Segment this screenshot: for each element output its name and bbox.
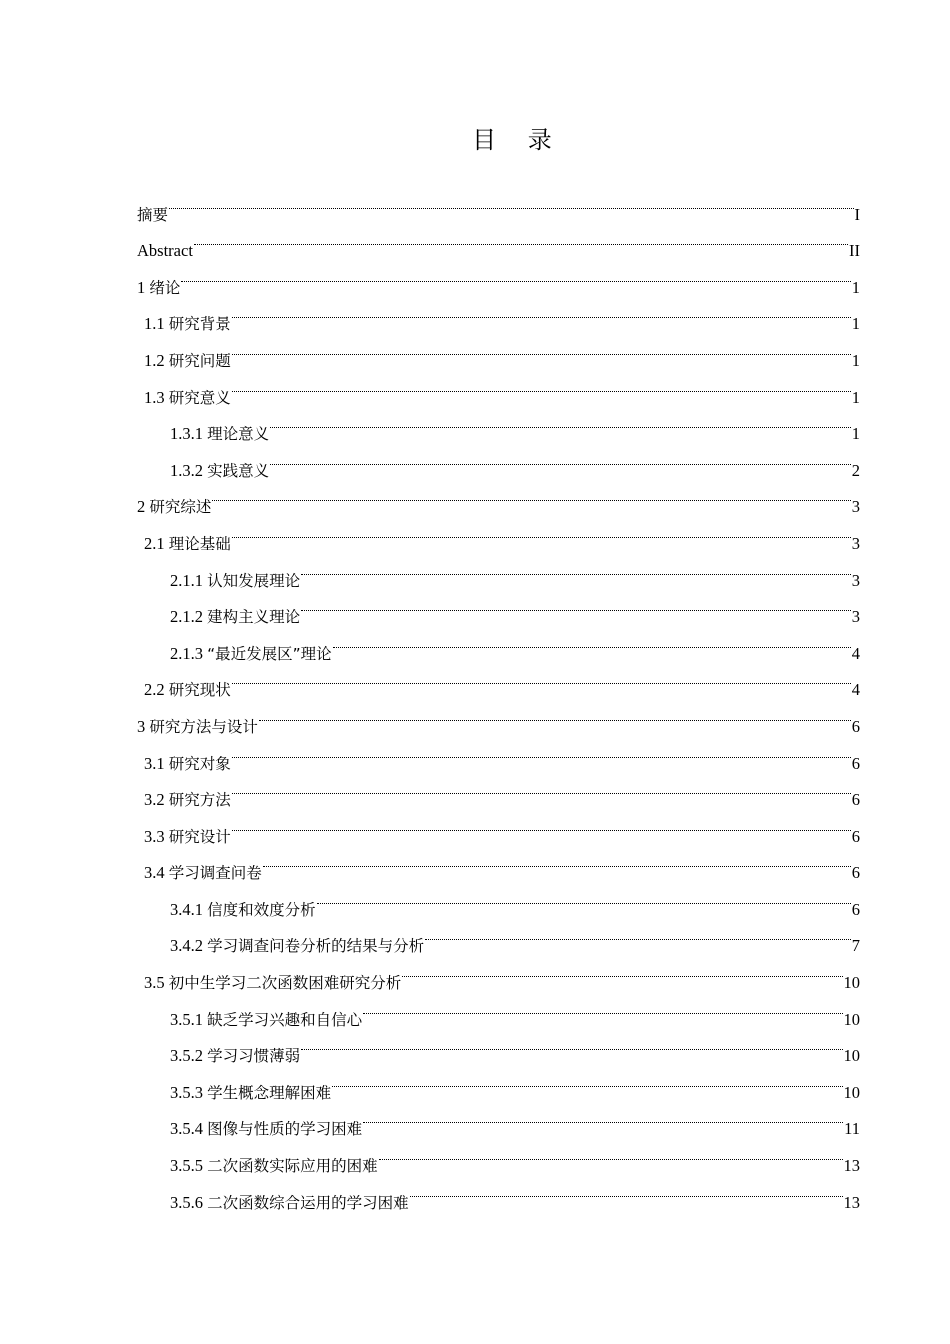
- dot-leader: [317, 878, 851, 915]
- toc-entry-label: [144, 343, 231, 380]
- dot-leader: [402, 951, 842, 988]
- toc-entry-page-number: 10: [843, 1082, 860, 1102]
- dot-leader: [363, 1098, 843, 1135]
- toc-entry-text: 研究意义: [168, 388, 231, 407]
- toc-entry[interactable]: [137, 805, 860, 846]
- toc-entry-text: 实践意义: [207, 461, 270, 480]
- toc-entry-page-number: 6: [851, 899, 860, 919]
- toc-entry-number: 2.1.3: [170, 643, 203, 663]
- toc-entry[interactable]: [137, 659, 860, 700]
- dot-leader: [301, 586, 851, 623]
- toc-entry-text: 理论意义: [207, 425, 270, 444]
- toc-entry-text: 学生概念理解困难: [207, 1083, 332, 1102]
- toc-entry-text: 研究现状: [168, 681, 231, 700]
- toc-entry-label: [144, 380, 231, 417]
- toc-entry-number: 1.1: [144, 314, 165, 334]
- toc-entry-number: 3.3: [144, 826, 165, 846]
- toc-entry-text: 建构主义理论: [207, 608, 301, 627]
- toc-entry-number: 3.5.6: [170, 1192, 203, 1212]
- toc-entry-page-number: 1: [851, 424, 860, 444]
- toc-entry-page-number: 1: [851, 387, 860, 407]
- toc-entry-text: 二次函数综合运用的学习困难: [207, 1193, 409, 1212]
- page-title: 目 录: [472, 126, 564, 154]
- toc-entry-page-number: 4: [851, 643, 860, 663]
- toc-entry-number: 1: [137, 277, 146, 297]
- toc-entry-text: 初中生学习二次函数困难研究分析: [168, 974, 402, 993]
- toc-entry-number: 3.4.1: [170, 899, 203, 919]
- dot-leader: [194, 220, 848, 257]
- toc-entry-page-number: 13: [843, 1156, 860, 1176]
- toc-entry-page-number: 6: [851, 863, 860, 883]
- toc-entry[interactable]: [137, 695, 860, 736]
- toc-entry-text: 绪论: [149, 278, 181, 297]
- toc-entry-label: [170, 599, 300, 636]
- table-of-contents: [137, 183, 860, 1212]
- dot-leader: [232, 366, 851, 403]
- toc-entry[interactable]: [137, 732, 860, 773]
- toc-entry-page-number: II: [849, 241, 860, 261]
- dot-leader: [379, 1134, 843, 1171]
- dot-leader: [270, 403, 851, 440]
- dot-leader: [301, 549, 851, 586]
- toc-entry-text: 理论基础: [168, 534, 231, 553]
- dot-leader: [425, 915, 851, 952]
- dot-leader: [333, 622, 851, 659]
- toc-entry[interactable]: [137, 549, 860, 590]
- dot-leader: [232, 659, 851, 696]
- toc-entry-number: 1.3.2: [170, 460, 203, 480]
- toc-entry-page-number: 13: [843, 1192, 860, 1212]
- dot-leader: [410, 1171, 843, 1208]
- toc-entry-label: [170, 1111, 362, 1148]
- toc-entry-number: 3: [137, 716, 146, 736]
- toc-entry-page-number: 3: [851, 570, 860, 590]
- toc-entry-number: 2: [137, 497, 146, 517]
- toc-entry-text: 研究方法与设计: [149, 717, 258, 736]
- toc-entry-number: 3.4.2: [170, 936, 203, 956]
- toc-entry-number: 2.1.1: [170, 570, 203, 590]
- toc-entry-page-number: 1: [851, 314, 860, 334]
- dot-leader: [169, 183, 853, 220]
- toc-entry-page-number: 10: [843, 1046, 860, 1066]
- toc-entry-label: [144, 855, 262, 892]
- toc-entry[interactable]: [137, 183, 860, 224]
- toc-entry-number: 3.1: [144, 753, 165, 773]
- toc-entry[interactable]: [137, 769, 860, 810]
- toc-entry-text: 研究方法: [168, 791, 231, 810]
- toc-entry-text: 研究设计: [168, 827, 231, 846]
- dot-leader: [181, 256, 850, 293]
- toc-entry-label: [137, 197, 168, 234]
- toc-entry-label: [137, 270, 180, 307]
- toc-entry-label: [144, 819, 231, 856]
- toc-entry-label: [170, 1185, 409, 1222]
- toc-entry-page-number: 1: [851, 277, 860, 297]
- toc-entry-label: [144, 782, 231, 819]
- toc-entry-page-number: 3: [851, 497, 860, 517]
- dot-leader: [259, 695, 851, 732]
- toc-entry-number: 3.4: [144, 863, 165, 883]
- dot-leader: [232, 732, 851, 769]
- toc-entry[interactable]: [137, 842, 860, 883]
- dot-leader: [232, 512, 851, 549]
- toc-entry-number: 3.5.4: [170, 1119, 203, 1139]
- toc-entry-number: 2.1.2: [170, 607, 203, 627]
- dot-leader: [232, 329, 851, 366]
- toc-entry-page-number: 10: [843, 973, 860, 993]
- toc-entry-page-number: 6: [851, 826, 860, 846]
- toc-entry-label: [170, 1038, 300, 1075]
- toc-entry[interactable]: [137, 366, 860, 407]
- toc-entry-text: 信度和效度分析: [207, 900, 316, 919]
- toc-entry-number: 2.1: [144, 533, 165, 553]
- toc-entry[interactable]: [137, 403, 860, 444]
- toc-entry-text: 图像与性质的学习困难: [207, 1120, 363, 1139]
- toc-entry-number: 1.3.1: [170, 424, 203, 444]
- toc-entry-number: 3.5.5: [170, 1156, 203, 1176]
- toc-entry-page-number: 1: [851, 350, 860, 370]
- toc-entry-label: [170, 563, 300, 600]
- toc-entry[interactable]: [137, 476, 860, 517]
- toc-entry-page-number: 2: [851, 460, 860, 480]
- toc-entry-text: 摘要: [137, 205, 169, 224]
- toc-entry-label: [170, 928, 424, 965]
- toc-entry-label: [144, 672, 231, 709]
- toc-entry[interactable]: [137, 512, 860, 553]
- toc-entry[interactable]: [137, 220, 860, 261]
- toc-entry-page-number: 10: [843, 1009, 860, 1029]
- toc-entry-label: [144, 526, 231, 563]
- dot-leader: [301, 1025, 842, 1062]
- toc-entry-text: Abstract: [137, 241, 193, 261]
- toc-entry[interactable]: [137, 329, 860, 370]
- toc-entry-page-number: 6: [851, 753, 860, 773]
- toc-entry-text: 缺乏学习兴趣和自信心: [207, 1010, 363, 1029]
- toc-entry-page-number: I: [854, 204, 860, 224]
- dot-leader: [332, 1061, 842, 1098]
- toc-entry-number: 3.5.3: [170, 1082, 203, 1102]
- dot-leader: [232, 293, 851, 330]
- toc-entry-label: [144, 306, 231, 343]
- toc-entry-text: 学习调查问卷: [168, 864, 262, 883]
- toc-entry-label: [170, 892, 316, 929]
- dot-leader: [263, 842, 851, 879]
- toc-entry-text: 认知发展理论: [207, 571, 301, 590]
- dot-leader: [363, 988, 842, 1025]
- toc-entry-page-number: 3: [851, 607, 860, 627]
- toc-entry-number: 3.2: [144, 790, 165, 810]
- dot-leader: [232, 805, 851, 842]
- toc-entry-text: 研究背景: [168, 315, 231, 334]
- toc-entry-number: 2.2: [144, 680, 165, 700]
- toc-entry-text: 学习习惯薄弱: [207, 1047, 301, 1066]
- toc-entry-text: 研究对象: [168, 754, 231, 773]
- toc-entry-text: 研究问题: [168, 351, 231, 370]
- toc-entry[interactable]: [137, 256, 860, 297]
- dot-leader: [212, 476, 850, 513]
- toc-entry-text: 学习调查问卷分析的结果与分析: [207, 937, 425, 956]
- toc-entry-number: 1.2: [144, 350, 165, 370]
- toc-entry-page-number: 4: [851, 680, 860, 700]
- toc-entry-number: 1.3: [144, 387, 165, 407]
- toc-entry-text: “最近发展区”理论: [207, 644, 332, 663]
- toc-entry[interactable]: [137, 293, 860, 334]
- toc-entry-label: [170, 1148, 378, 1185]
- toc-entry-text: 二次函数实际应用的困难: [207, 1157, 378, 1176]
- dot-leader: [270, 439, 851, 476]
- dot-leader: [232, 769, 851, 806]
- toc-entry-page-number: 6: [851, 790, 860, 810]
- toc-entry-page-number: 7: [851, 936, 860, 956]
- toc-entry-label: [170, 1075, 331, 1112]
- toc-entry-page-number: 11: [844, 1119, 860, 1139]
- toc-entry-page-number: 6: [851, 716, 860, 736]
- toc-entry-label: [137, 489, 211, 526]
- toc-entry-number: 3.5: [144, 973, 165, 993]
- toc-entry-label: [144, 746, 231, 783]
- toc-entry-text: 研究综述: [149, 498, 212, 517]
- toc-entry-page-number: 3: [851, 533, 860, 553]
- toc-entry-number: 3.5.1: [170, 1009, 203, 1029]
- toc-entry-label: [170, 416, 269, 453]
- toc-entry-number: 3.5.2: [170, 1046, 203, 1066]
